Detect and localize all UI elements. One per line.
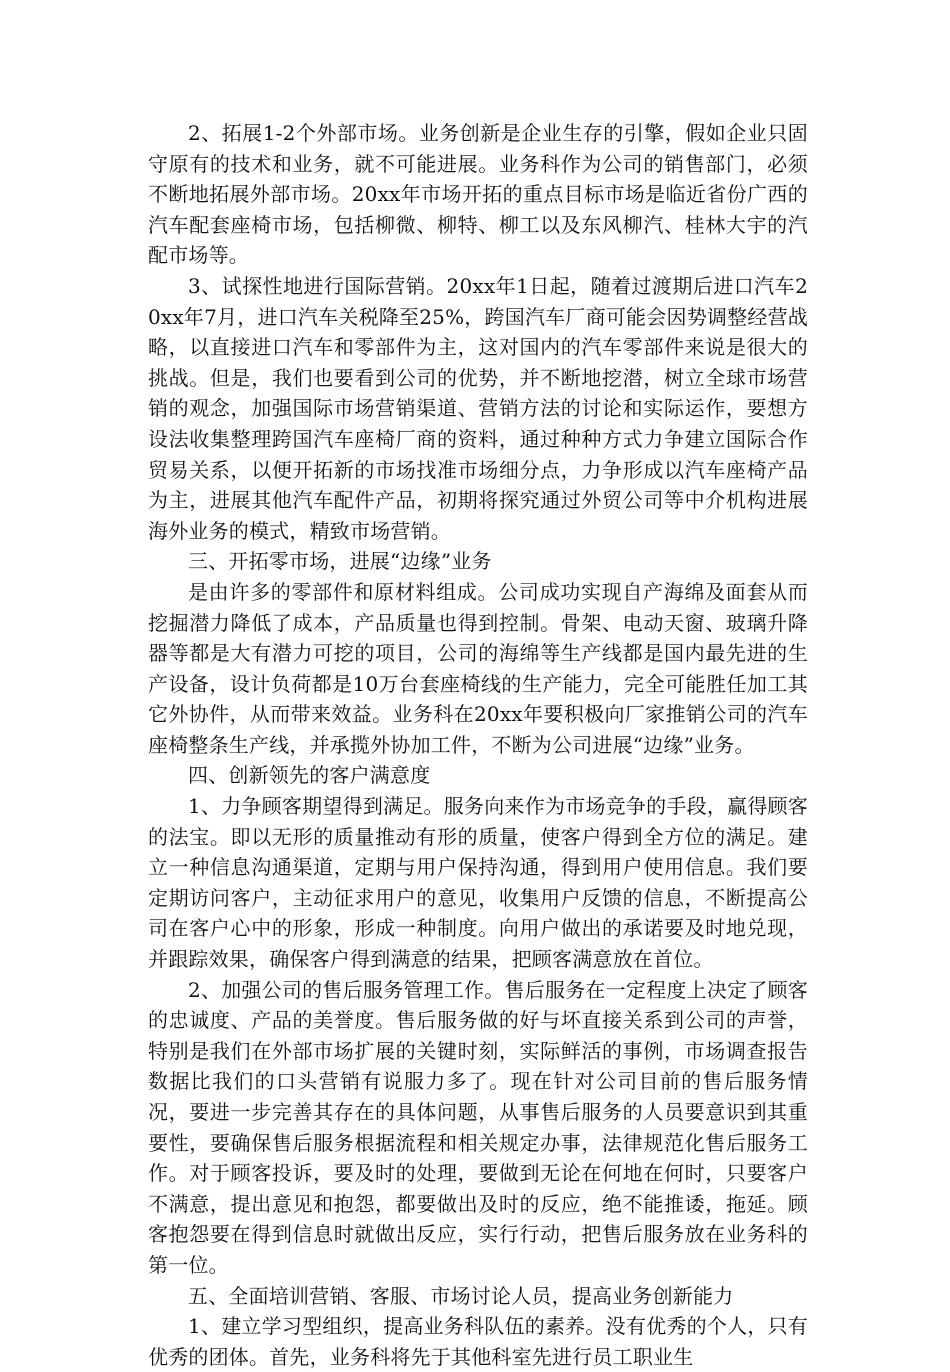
paragraph-customer-expectations: 1、力争顾客期望得到满足。服务向来作为市场竞争的手段，赢得顾客的法宝。即以无形的质量推动有形的质量，使客户得到全方位的满足。建立一种信息沟通渠道，定期与用户保持沟通，得到用户使用信息。我们要定期访问客户，主动征求用户的意见，收集用户反馈的信息，不断提高公司在客户心中的形象，形成一种制度。向用户做出的承诺要及时地兑现，并跟踪效果，确保客户得到满意的结果，把顾客满意放在首位。 [148, 794, 808, 972]
paragraph-expand-external-markets: 2、拓展1-2个外部市场。业务创新是企业生存的引擎，假如企业只固守原有的技术和业务，就不可能进展。业务科作为公司的销售部门，必须不断地拓展外部市场。20xx年市场开拓的重点目标市场是临近省份广西的汽车配套座椅市场，包括柳微、柳特、柳工以及东风柳汽、桂林大宇的汽配市场等。 [148, 121, 808, 268]
section-heading-customer-satisfaction: 四、创新领先的客户满意度 [188, 763, 431, 788]
section-heading-training: 五、全面培训营销、客服、市场讨论人员，提高业务创新能力 [188, 1283, 734, 1308]
document-body [148, 118, 808, 1372]
paragraph-international-marketing: 3、试探性地进行国际营销。20xx年1日起，随着过渡期后进口汽车20xx年7月，进口汽车关税降至25%，跨国汽车厂商可能会因势调整经营战略，以直接进口汽车和零部件为主，这对国内的汽车零部件来说是很大的挑战。但是，我们也要看到公司的优势，并不断地挖潜，树立全球市场营销的观念，加强国际市场营销渠道、营销方法的讨论和实际运作，要想方设法收集整理跨国汽车座椅厂商的资料，通过种种方式力争建立国际合作贸易关系，以便开拓新的市场找准市场细分点，力争形成以汽车座椅产品为主，进展其他汽车配件产品，初期将探究通过外贸公司等中介机构进展海外业务的模式，精致市场营销。 [148, 273, 808, 543]
paragraph-components: 是由许多的零部件和原材料组成。公司成功实现自产海绵及面套从而挖掘潜力降低了成本，产品质量也得到控制。骨架、电动天窗、玻璃升降器等都是大有潜力可挖的项目，公司的海绵等生产线都是国内最先进的生产设备，设计负荷都是10万台套座椅线的生产能力，完全可能胜任加工其它外协件，从而带来效益。业务科在20xx年要积极向厂家推销公司的汽车座椅整条生产线，并承揽外协加工件，不断为公司进展“边缘”业务。 [148, 579, 808, 757]
paragraph-after-sales-service: 2、加强公司的售后服务管理工作。售后服务在一定程度上决定了顾客的忠诚度、产品的美誉度。售后服务做的好与坏直接关系到公司的声誉，特别是我们在外部市场扩展的关键时刻，实际鲜活的事例，市场调查报告数据比我们的口头营销有说服力多了。现在针对公司目前的售后服务情况，要进一步完善其存在的具体问题，从事售后服务的人员要意识到其重要性，要确保售后服务根据流程和相关规定办事，法律规范化售后服务工作。对于顾客投诉，要及时的处理，要做到无论在何地在何时，只要客户不满意，提出意见和抱怨，都要做出及时的反应，绝不能推诿，拖延。顾客抱怨要在得到信息时就做出反应，实行行动，把售后服务放在业务科的第一位。 [148, 977, 808, 1277]
paragraph-learning-organization: 1、建立学习型组织，提高业务科队伍的素养。没有优秀的个人，只有优秀的团体。首先，业务科将先于其他科室先进行员工职业生 [148, 1314, 808, 1369]
section-heading-edge-business: 三、开拓零市场，进展“边缘”业务 [188, 549, 492, 574]
